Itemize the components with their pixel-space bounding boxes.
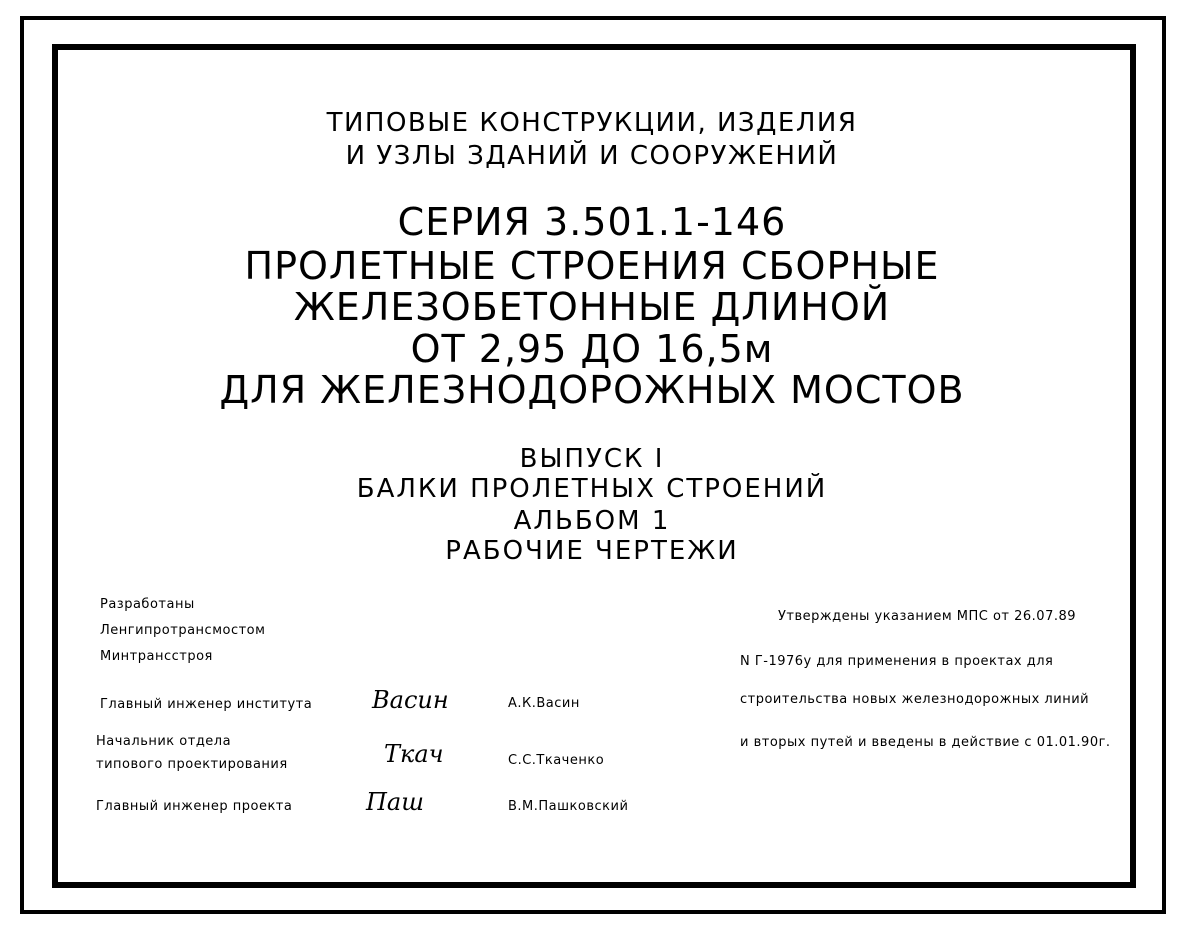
developer-line-1: Разработаны <box>100 597 195 612</box>
signatory-2-role-line-1: Начальник отдела <box>96 734 232 749</box>
signatory-2-name: С.С.Ткаченко <box>508 753 605 768</box>
title-line-3: ОТ 2,95 ДО 16,5м <box>410 327 774 371</box>
signatory-1-name: А.К.Васин <box>508 696 580 711</box>
album-number: АЛЬБОМ 1 <box>513 506 671 536</box>
working-drawings: РАБОЧИЕ ЧЕРТЕЖИ <box>445 536 739 566</box>
series-number: СЕРИЯ 3.501.1-146 <box>397 200 787 244</box>
signature-2: Ткач <box>384 740 444 768</box>
signatory-1-role: Главный инженер института <box>100 697 313 712</box>
developer-line-2: Ленгипротрансмостом <box>100 623 266 638</box>
signature-3: Паш <box>366 788 424 816</box>
header-line-1: ТИПОВЫЕ КОНСТРУКЦИИ, ИЗДЕЛИЯ <box>326 108 858 138</box>
approval-line-3: строительства новых железнодорожных линий <box>740 692 1090 707</box>
title-line-4: ДЛЯ ЖЕЛЕЗНОДОРОЖНЫХ МОСТОВ <box>219 368 965 412</box>
approval-line-1: Утверждены указанием МПС от 26.07.89 <box>778 609 1077 624</box>
approval-line-4: и вторых путей и введены в действие с 01.01.90г. <box>740 735 1111 750</box>
issue-subject: БАЛКИ ПРОЛЕТНЫХ СТРОЕНИЙ <box>356 474 828 504</box>
signatory-3-role: Главный инженер проекта <box>96 799 293 814</box>
title-line-1: ПРОЛЕТНЫЕ СТРОЕНИЯ СБОРНЫЕ <box>244 244 940 288</box>
approval-line-2: N Г-1976у для применения в проектах для <box>740 654 1054 669</box>
header-line-2: И УЗЛЫ ЗДАНИЙ И СООРУЖЕНИЙ <box>345 141 839 171</box>
title-line-2: ЖЕЛЕЗОБЕТОННЫЕ ДЛИНОЙ <box>293 285 891 329</box>
issue-number: ВЫПУСК I <box>519 444 665 474</box>
signatory-3-name: В.М.Пашковский <box>508 799 629 814</box>
signatory-2-role-line-2: типового проектирования <box>96 757 288 772</box>
signature-1: Васин <box>372 686 449 714</box>
developer-line-3: Минтрансстроя <box>100 649 213 664</box>
